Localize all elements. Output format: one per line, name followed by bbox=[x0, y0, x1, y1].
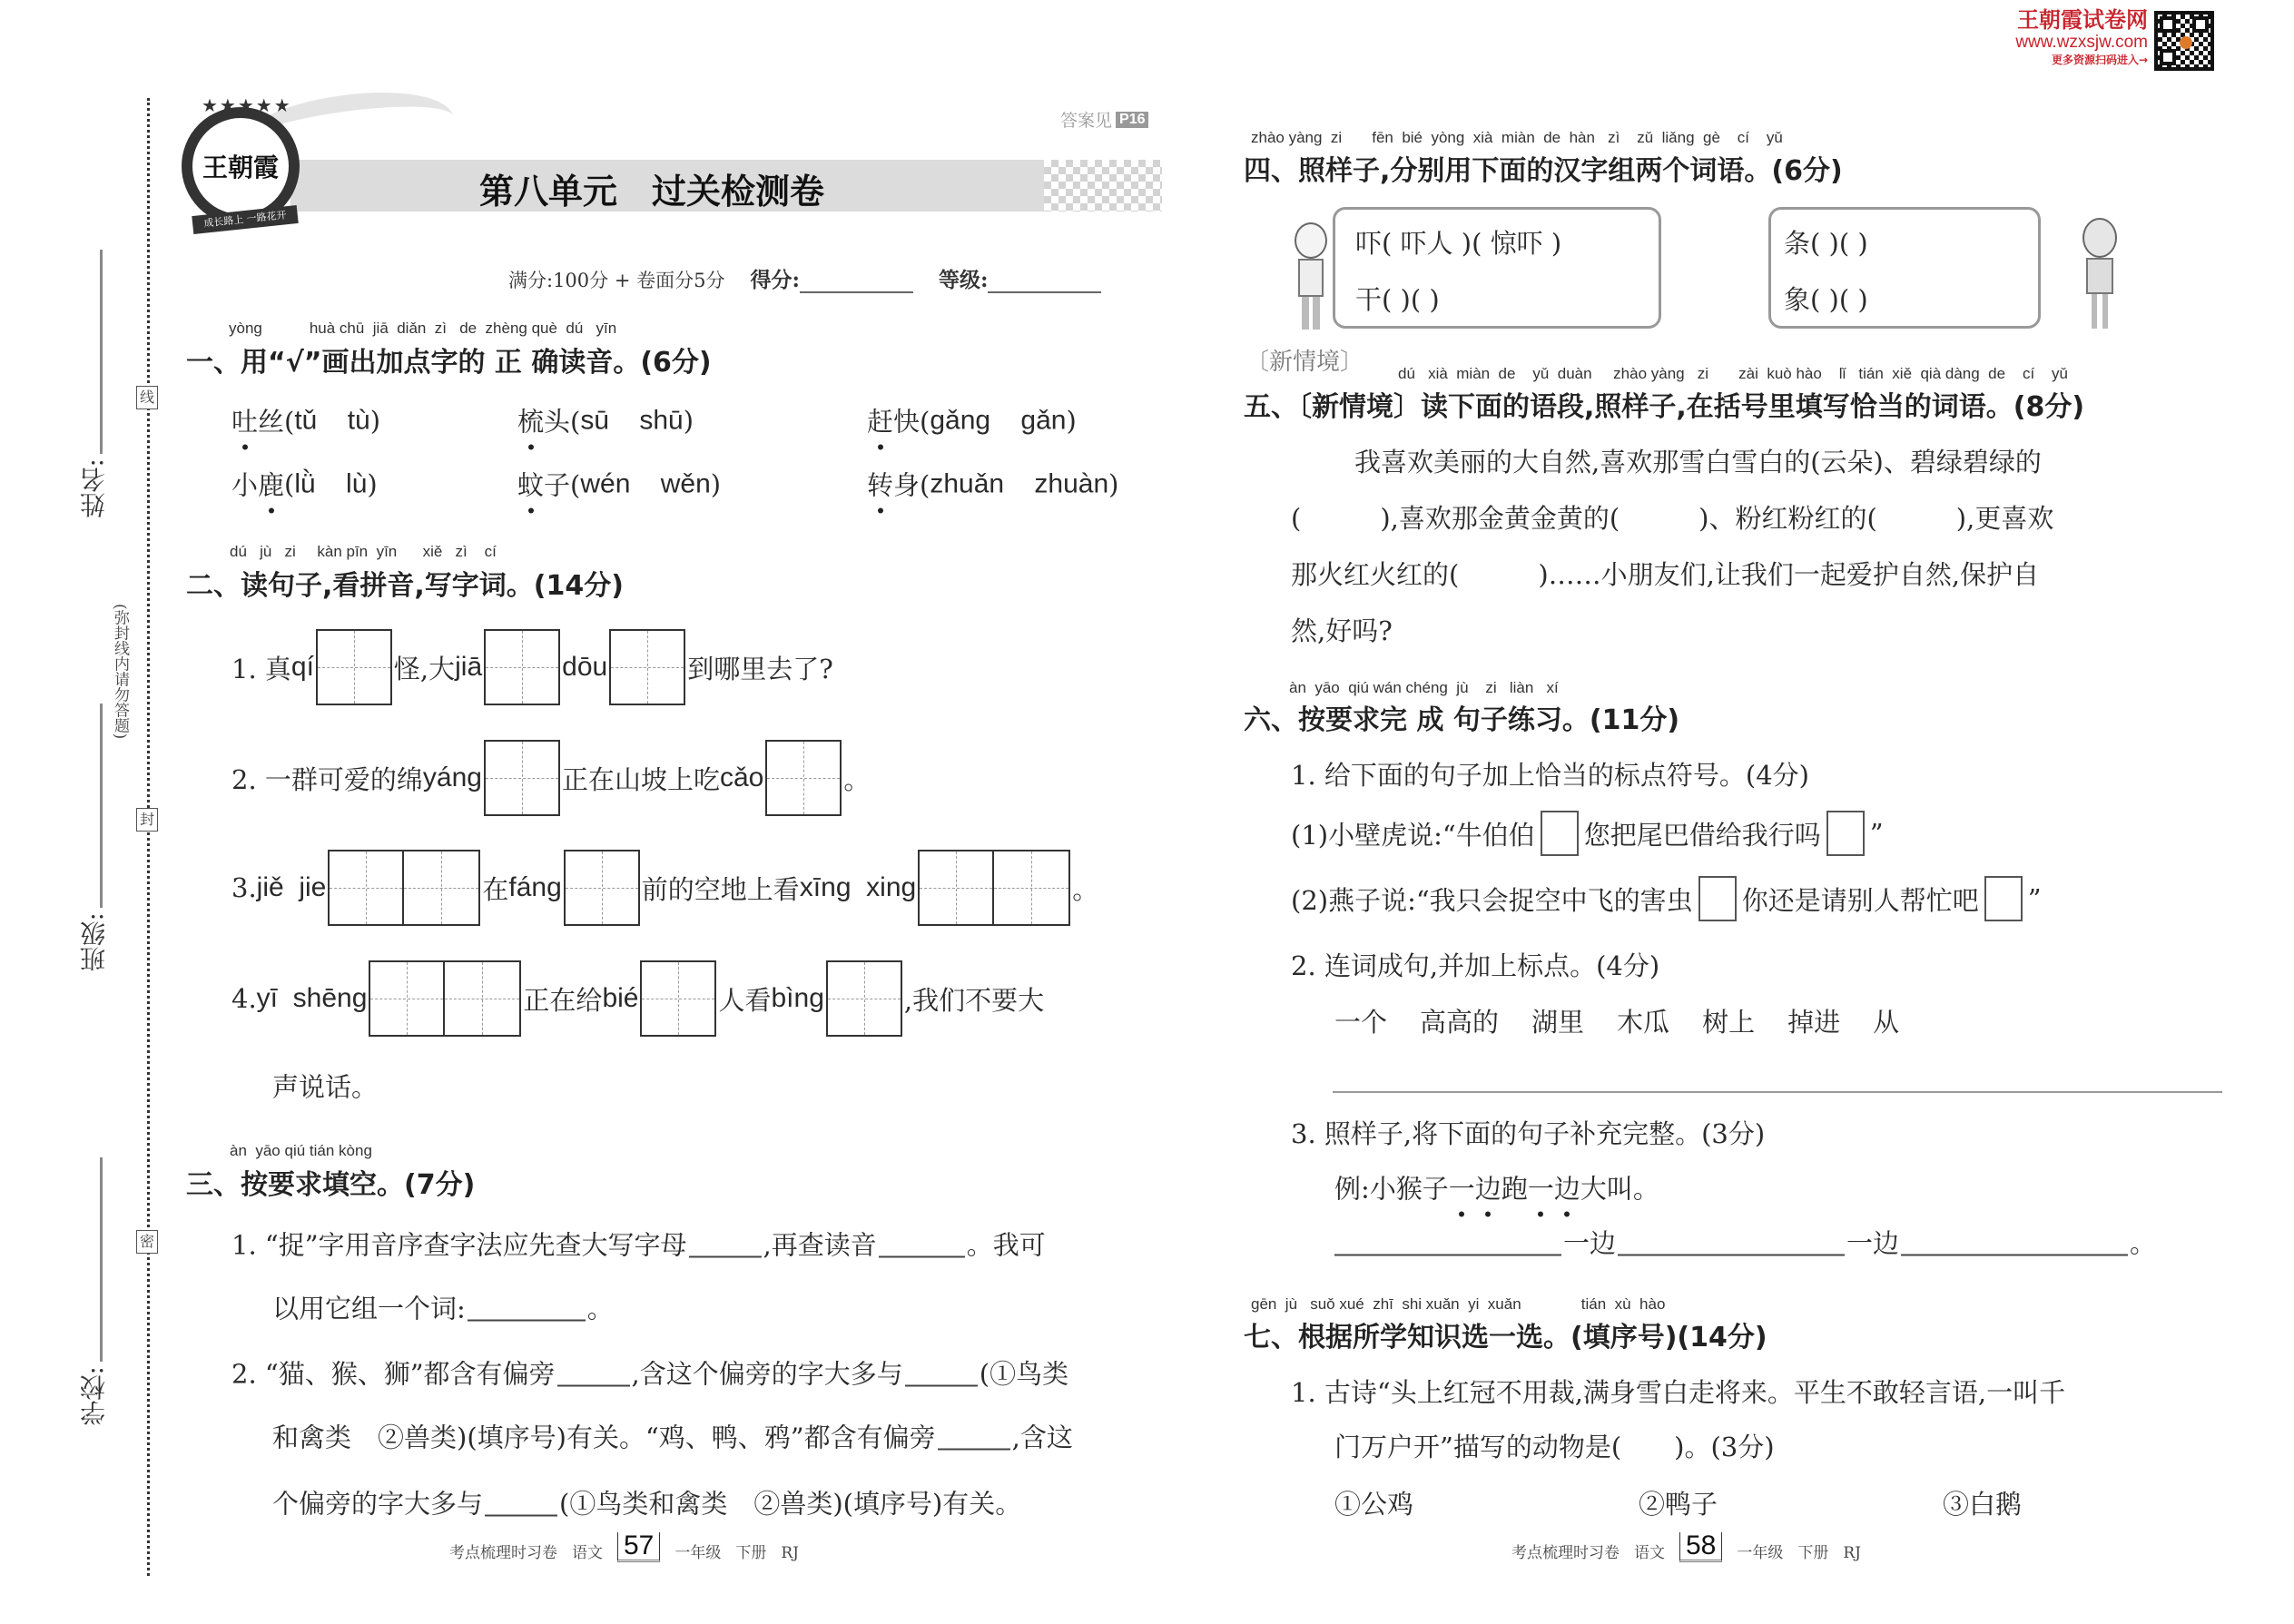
pinyin-text: sū shū bbox=[580, 405, 684, 435]
text-segment: 一边 bbox=[1846, 1227, 1900, 1259]
punctuation-sentence bbox=[1291, 876, 2042, 921]
watermark bbox=[2012, 7, 2148, 67]
text-segment: ,含这 bbox=[1011, 1422, 1073, 1453]
fill-blank[interactable] bbox=[938, 1422, 1010, 1450]
fill-blank[interactable] bbox=[689, 1230, 762, 1257]
word-row-xiang[interactable]: 象( )( ) bbox=[1784, 284, 1868, 315]
pinyin-text: xīng xing bbox=[799, 872, 917, 902]
text-segment: 个偏旁的字大多与 bbox=[272, 1488, 484, 1520]
word-chip: 从 bbox=[1873, 1007, 1900, 1038]
writing-grid-cell[interactable] bbox=[445, 960, 521, 1037]
text-segment: 。我可 bbox=[966, 1229, 1046, 1261]
word-chip: 高高的 bbox=[1420, 1007, 1500, 1038]
writing-grid bbox=[484, 740, 560, 816]
word-chip: 掉进 bbox=[1787, 1007, 1841, 1038]
word-box-left bbox=[1333, 207, 1661, 329]
name-label: 姓名: bbox=[79, 458, 109, 518]
footer-series: 考点梳理时习卷 bbox=[1511, 1544, 1620, 1562]
section7-pinyin: gēn jù suǒ xué zhī shi xuǎn yi xuǎn tián xù hào bbox=[1251, 1295, 1666, 1313]
writing-grid-cell[interactable] bbox=[328, 850, 404, 926]
section1-item bbox=[517, 402, 694, 439]
text-segment: 和禽类 ②兽类)(填序号)有关。“鸡、鸭、鸦”都含有偏旁 bbox=[272, 1422, 936, 1453]
section3-line bbox=[272, 1418, 1073, 1455]
writing-grid-cell[interactable] bbox=[369, 960, 445, 1037]
section6-q1: 1. 给下面的句子加上恰当的标点符号。(4分) bbox=[1291, 760, 1809, 791]
text-segment: ) bbox=[710, 468, 722, 499]
text-segment: 一边 bbox=[1563, 1227, 1617, 1259]
passage-line: 然,好吗? bbox=[1291, 615, 1393, 646]
section3-line bbox=[272, 1484, 1021, 1521]
pinyin-text: lǜ lù bbox=[294, 468, 368, 498]
text-segment: 怪,大 bbox=[393, 653, 456, 684]
section2-pinyin: dú jù zi kàn pīn yīn xiě zì cí bbox=[230, 543, 497, 560]
text-segment: 快( bbox=[893, 406, 930, 438]
text-segment: ) bbox=[1066, 405, 1077, 436]
watermark-scan-hint: 更多资源扫码进入→ bbox=[2051, 54, 2148, 66]
school-label: 学校: bbox=[79, 1366, 109, 1426]
section7-q1-line2: 门万户开”描写的动物是( )。(3分) bbox=[1334, 1432, 1775, 1462]
section6-heading: 六、按要求完 成 句子练习。(11分) bbox=[1244, 704, 1680, 736]
text-segment: 。 bbox=[1072, 873, 1099, 905]
section3-heading: 三、按要求填空。(7分) bbox=[186, 1169, 476, 1201]
writing-grid-cell[interactable] bbox=[564, 850, 640, 926]
seal-mark-line: 线 bbox=[136, 386, 158, 409]
fill-blank[interactable] bbox=[1901, 1228, 2128, 1255]
text-segment: 正在山坡上吃 bbox=[561, 763, 720, 795]
text-segment: 。 bbox=[586, 1293, 614, 1324]
dotted-character: 鹿 bbox=[258, 466, 284, 503]
boy-illustration-icon bbox=[1287, 222, 1333, 331]
fill-blank[interactable] bbox=[879, 1230, 965, 1257]
girl-illustration-icon bbox=[2077, 218, 2122, 331]
pinyin-text: bié bbox=[602, 983, 639, 1013]
fill-blank[interactable] bbox=[485, 1489, 557, 1516]
score-label: 得分: bbox=[750, 268, 800, 292]
section6-pinyin: àn yāo qiú wán chéng jù zi liàn xí bbox=[1289, 679, 1559, 696]
section1-item bbox=[867, 402, 1077, 439]
footer-volume: 下册 bbox=[735, 1544, 767, 1562]
section1-item bbox=[231, 402, 380, 439]
footer-series: 考点梳理时习卷 bbox=[449, 1544, 557, 1562]
text-segment: 4. bbox=[231, 983, 257, 1014]
writing-grid bbox=[609, 629, 685, 705]
text-segment: ” bbox=[1869, 818, 1884, 849]
writing-grid bbox=[918, 850, 1070, 926]
text-segment: 1. “捉”字用音序查字法应先查大写字母 bbox=[231, 1229, 687, 1261]
passage-line: 那火红火红的( )……小朋友们,让我们一起爱护自然,保护自 bbox=[1291, 559, 2040, 590]
answer-line[interactable] bbox=[1333, 1091, 2222, 1093]
dotted-character: 蚊 bbox=[517, 466, 544, 503]
writing-grid-cell[interactable] bbox=[484, 740, 560, 816]
writing-grid-cell[interactable] bbox=[484, 629, 560, 705]
class-label: 班级: bbox=[79, 912, 109, 972]
punctuation-box[interactable] bbox=[1541, 811, 1579, 856]
title-band-checker bbox=[1044, 160, 1162, 212]
dotted-character: 梳 bbox=[517, 402, 544, 439]
fill-blank[interactable] bbox=[1618, 1228, 1845, 1255]
grade-field[interactable] bbox=[988, 271, 1101, 293]
pinyin-text: tǔ tù bbox=[294, 405, 370, 435]
text-segment: 您把尾巴借给我行吗 bbox=[1583, 819, 1821, 851]
option-rooster[interactable]: ①公鸡 bbox=[1334, 1489, 1414, 1520]
fill-blank[interactable] bbox=[468, 1294, 586, 1321]
page-number: 58 bbox=[1679, 1532, 1722, 1562]
text-segment: (2)燕子说:“我只会捉空中飞的害虫 bbox=[1291, 884, 1693, 916]
section2-sentence bbox=[231, 850, 1098, 926]
section2-sentence bbox=[231, 629, 833, 705]
text-segment: (1)小壁虎说:“牛伯伯 bbox=[1291, 819, 1535, 851]
pinyin-text: dōu bbox=[562, 652, 608, 682]
section3-line bbox=[231, 1354, 1068, 1392]
text-segment: 。 bbox=[2130, 1227, 2157, 1259]
watermark-site-name: 王朝霞试卷网 bbox=[2017, 7, 2148, 33]
option-goose[interactable]: ③白鹅 bbox=[1943, 1489, 2023, 1520]
score-field[interactable] bbox=[800, 271, 913, 293]
writing-grid-cell[interactable] bbox=[609, 629, 685, 705]
word-box-right bbox=[1768, 207, 2041, 329]
text-segment: (①鸟类 bbox=[979, 1358, 1069, 1390]
text-segment: (①鸟类和禽类 ②兽类)(填序号)有关。 bbox=[559, 1488, 1022, 1520]
seal-note: (弥封线内请勿答题) bbox=[111, 604, 129, 740]
section1-heading: 一、用“√”画出加点字的 正 确读音。(6分) bbox=[186, 347, 712, 379]
text-segment: 2. “猫、猴、狮”都含有偏旁 bbox=[231, 1358, 556, 1390]
option-duck[interactable]: ②鸭子 bbox=[1639, 1489, 1718, 1520]
writing-grid-cell[interactable] bbox=[404, 850, 480, 926]
section4-heading: 四、照样子,分别用下面的汉字组两个词语。(6分) bbox=[1244, 155, 1843, 187]
text-segment: 你还是请别人帮忙吧 bbox=[1741, 884, 1979, 916]
text-segment: 在 bbox=[482, 873, 509, 905]
section4-pinyin: zhào yàng zi fēn bié yòng xià miàn de hàn zì zǔ liǎng gè cí yǔ bbox=[1251, 129, 1783, 146]
page-title: 第八单元 过关检测卷 bbox=[479, 172, 825, 212]
section1-item bbox=[867, 466, 1119, 503]
seal-mark-seal: 封 bbox=[136, 808, 158, 832]
completion-blanks bbox=[1333, 1224, 2156, 1261]
word-row-tiao[interactable]: 条( )( ) bbox=[1784, 228, 1868, 259]
text-segment: ,我们不要大 bbox=[903, 984, 1045, 1016]
writing-grid bbox=[640, 960, 716, 1037]
qr-code-icon[interactable] bbox=[2154, 11, 2214, 71]
section1-pinyin: yòng huà chū jiā diǎn zì de zhèng què dú yīn bbox=[229, 320, 617, 337]
text-segment: ( bbox=[284, 468, 295, 499]
text-segment: 头( bbox=[544, 406, 581, 438]
word-chip: 一个 bbox=[1334, 1007, 1388, 1038]
pinyin-text: gǎng gǎn bbox=[930, 405, 1067, 435]
text-segment: ) bbox=[683, 405, 694, 436]
answer-ref-label: 答案见 bbox=[1060, 111, 1113, 131]
writing-grid-cell[interactable] bbox=[640, 960, 716, 1037]
writing-grid bbox=[369, 960, 521, 1037]
pinyin-text: wén wěn bbox=[580, 468, 711, 498]
text-segment: 3. bbox=[231, 872, 257, 903]
footer-edition: RJ bbox=[781, 1544, 799, 1562]
dotted-character: 赶 bbox=[867, 402, 893, 439]
dotted-character: 吐 bbox=[231, 402, 258, 439]
school-underline bbox=[100, 1157, 103, 1362]
seal-dotted-line bbox=[147, 98, 150, 1576]
section3-pinyin: àn yāo qiú tián kòng bbox=[230, 1142, 372, 1159]
writing-grid bbox=[328, 850, 480, 926]
section2-sentence bbox=[272, 1068, 378, 1105]
writing-grid bbox=[826, 960, 902, 1037]
text-segment: 人看 bbox=[718, 984, 772, 1016]
writing-grid bbox=[484, 629, 560, 705]
text-segment: 前的空地上看 bbox=[641, 873, 800, 905]
answer-reference bbox=[1060, 107, 1148, 132]
seal-mark-secret: 密 bbox=[136, 1230, 158, 1254]
word-list bbox=[1334, 1002, 1899, 1039]
punctuation-sentence bbox=[1291, 811, 1884, 856]
text-segment: 正在给 bbox=[523, 984, 603, 1016]
text-segment: ” bbox=[2027, 883, 2042, 914]
text-segment: ,含这个偏旁的字大多与 bbox=[631, 1358, 903, 1390]
writing-grid bbox=[316, 629, 392, 705]
text-segment: ) bbox=[369, 405, 381, 436]
text-segment: 子( bbox=[544, 469, 581, 501]
text-segment: 2. 一群可爱的绵 bbox=[231, 763, 423, 795]
section5-pinyin: dú xià miàn de yǔ duàn zhào yàng zi zài kuò hào lǐ tián xiě qià dàng de cí yǔ bbox=[1398, 365, 2069, 382]
section2-sentence bbox=[231, 960, 1044, 1037]
pinyin-text: yī shēng bbox=[256, 983, 368, 1013]
writing-grid-cell[interactable] bbox=[316, 629, 392, 705]
brand-logo-stars: ★★★★★ bbox=[202, 94, 292, 116]
dotted-character: 一 bbox=[1528, 1169, 1554, 1206]
footer-left bbox=[449, 1532, 799, 1562]
text-segment: ,再查读音 bbox=[763, 1229, 877, 1261]
section5-heading: 五、〔新情境〕读下面的语段,照样子,在括号里填写恰当的词语。(8分) bbox=[1244, 391, 2085, 423]
footer-subject: 语文 bbox=[572, 1544, 603, 1562]
section7-heading: 七、根据所学知识选一选。(填序号)(14分) bbox=[1244, 1322, 1767, 1353]
passage-line: 我喜欢美丽的大自然,喜欢那雪白雪白的(云朵)、碧绿碧绿的 bbox=[1354, 447, 2042, 477]
fill-blank[interactable] bbox=[557, 1359, 630, 1386]
dotted-character: 边 bbox=[1475, 1169, 1501, 1206]
pinyin-text: yáng bbox=[422, 763, 482, 792]
text-segment: ) bbox=[1108, 468, 1119, 499]
writing-grid bbox=[564, 850, 640, 926]
text-segment: 到哪里去了? bbox=[687, 653, 833, 684]
text-segment: 大叫。 bbox=[1580, 1173, 1659, 1205]
section6-q2: 2. 连词成句,并加上标点。(4分) bbox=[1291, 950, 1660, 981]
word-chip: 木瓜 bbox=[1617, 1007, 1670, 1038]
brand-logo-text: 王朝霞 bbox=[202, 153, 279, 182]
answer-page-badge: P16 bbox=[1116, 112, 1148, 128]
footer-edition: RJ bbox=[1843, 1544, 1861, 1562]
name-underline bbox=[100, 250, 103, 454]
word-row-xia[interactable]: 吓( 吓人 )( 惊吓 ) bbox=[1355, 228, 1562, 259]
brand-logo-slogan: 成长路上 一路花开 bbox=[202, 209, 288, 230]
class-underline bbox=[100, 704, 103, 908]
section6-q3: 3. 照样子,将下面的句子补充完整。(3分) bbox=[1291, 1118, 1766, 1149]
dotted-character: 一 bbox=[1449, 1169, 1475, 1206]
section5-tag: 〔新情境〕 bbox=[1245, 349, 1364, 376]
watermark-url: www.wzxsjw.com bbox=[2015, 33, 2148, 52]
writing-grid-cell[interactable] bbox=[826, 960, 902, 1037]
example-sentence bbox=[1334, 1169, 1659, 1206]
punctuation-box[interactable] bbox=[1698, 876, 1737, 921]
fill-blank[interactable] bbox=[1334, 1228, 1561, 1255]
text-segment: 身( bbox=[893, 469, 930, 501]
writing-grid bbox=[765, 740, 842, 816]
section3-line bbox=[272, 1289, 614, 1326]
pinyin-text: qí bbox=[290, 652, 314, 682]
text-segment: 小 bbox=[231, 469, 259, 501]
grade-label: 等级: bbox=[938, 268, 989, 292]
text-segment: ) bbox=[367, 468, 378, 499]
word-row-gan[interactable]: 干( )( ) bbox=[1355, 284, 1440, 315]
section1-item bbox=[517, 466, 721, 503]
text-segment: 例:小猴子 bbox=[1334, 1173, 1449, 1205]
full-score-text: 满分:100分 + 卷面分5分 bbox=[508, 270, 725, 291]
pinyin-text: cǎo bbox=[719, 763, 764, 792]
writing-grid-cell[interactable] bbox=[994, 850, 1070, 926]
text-segment: 1. 真 bbox=[231, 653, 291, 684]
writing-grid-cell[interactable] bbox=[765, 740, 842, 816]
section7-q1-line1: 1. 古诗“头上红冠不用裁,满身雪白走将来。平生不敢轻言语,一叫千 bbox=[1291, 1377, 2066, 1408]
word-chip: 湖里 bbox=[1531, 1007, 1585, 1038]
writing-grid-cell[interactable] bbox=[918, 850, 994, 926]
footer-right bbox=[1511, 1532, 1861, 1562]
pinyin-text: jiě jie bbox=[256, 872, 327, 902]
text-segment: 声说话。 bbox=[272, 1071, 379, 1103]
word-chip: 树上 bbox=[1702, 1007, 1756, 1038]
score-info-bar bbox=[508, 263, 1101, 293]
passage-line: ( ),喜欢那金黄金黄的( )、粉红粉红的( ),更喜欢 bbox=[1291, 503, 2054, 534]
text-segment: 。 bbox=[843, 763, 871, 795]
section2-heading: 二、读句子,看拼音,写字词。(14分) bbox=[186, 570, 624, 602]
section3-line bbox=[231, 1225, 1046, 1263]
fill-blank[interactable] bbox=[905, 1359, 978, 1386]
pinyin-text: zhuǎn zhuàn bbox=[930, 468, 1109, 498]
punctuation-box[interactable] bbox=[1984, 876, 2023, 921]
punctuation-box[interactable] bbox=[1826, 811, 1865, 856]
section2-sentence bbox=[231, 740, 870, 816]
footer-grade: 一年级 bbox=[674, 1544, 722, 1562]
pinyin-text: jiā bbox=[455, 652, 483, 682]
footer-volume: 下册 bbox=[1797, 1544, 1829, 1562]
footer-subject: 语文 bbox=[1634, 1544, 1665, 1562]
text-segment: 跑 bbox=[1501, 1173, 1528, 1205]
pinyin-text: bìng bbox=[771, 983, 824, 1013]
footer-grade: 一年级 bbox=[1737, 1544, 1784, 1562]
section1-item bbox=[231, 466, 378, 503]
page-number: 57 bbox=[617, 1532, 660, 1562]
dotted-character: 转 bbox=[867, 466, 893, 503]
text-segment: 丝( bbox=[258, 406, 295, 438]
dotted-character: 边 bbox=[1554, 1169, 1580, 1206]
text-segment: 以用它组一个词: bbox=[272, 1293, 466, 1324]
pinyin-text: fáng bbox=[508, 872, 562, 902]
